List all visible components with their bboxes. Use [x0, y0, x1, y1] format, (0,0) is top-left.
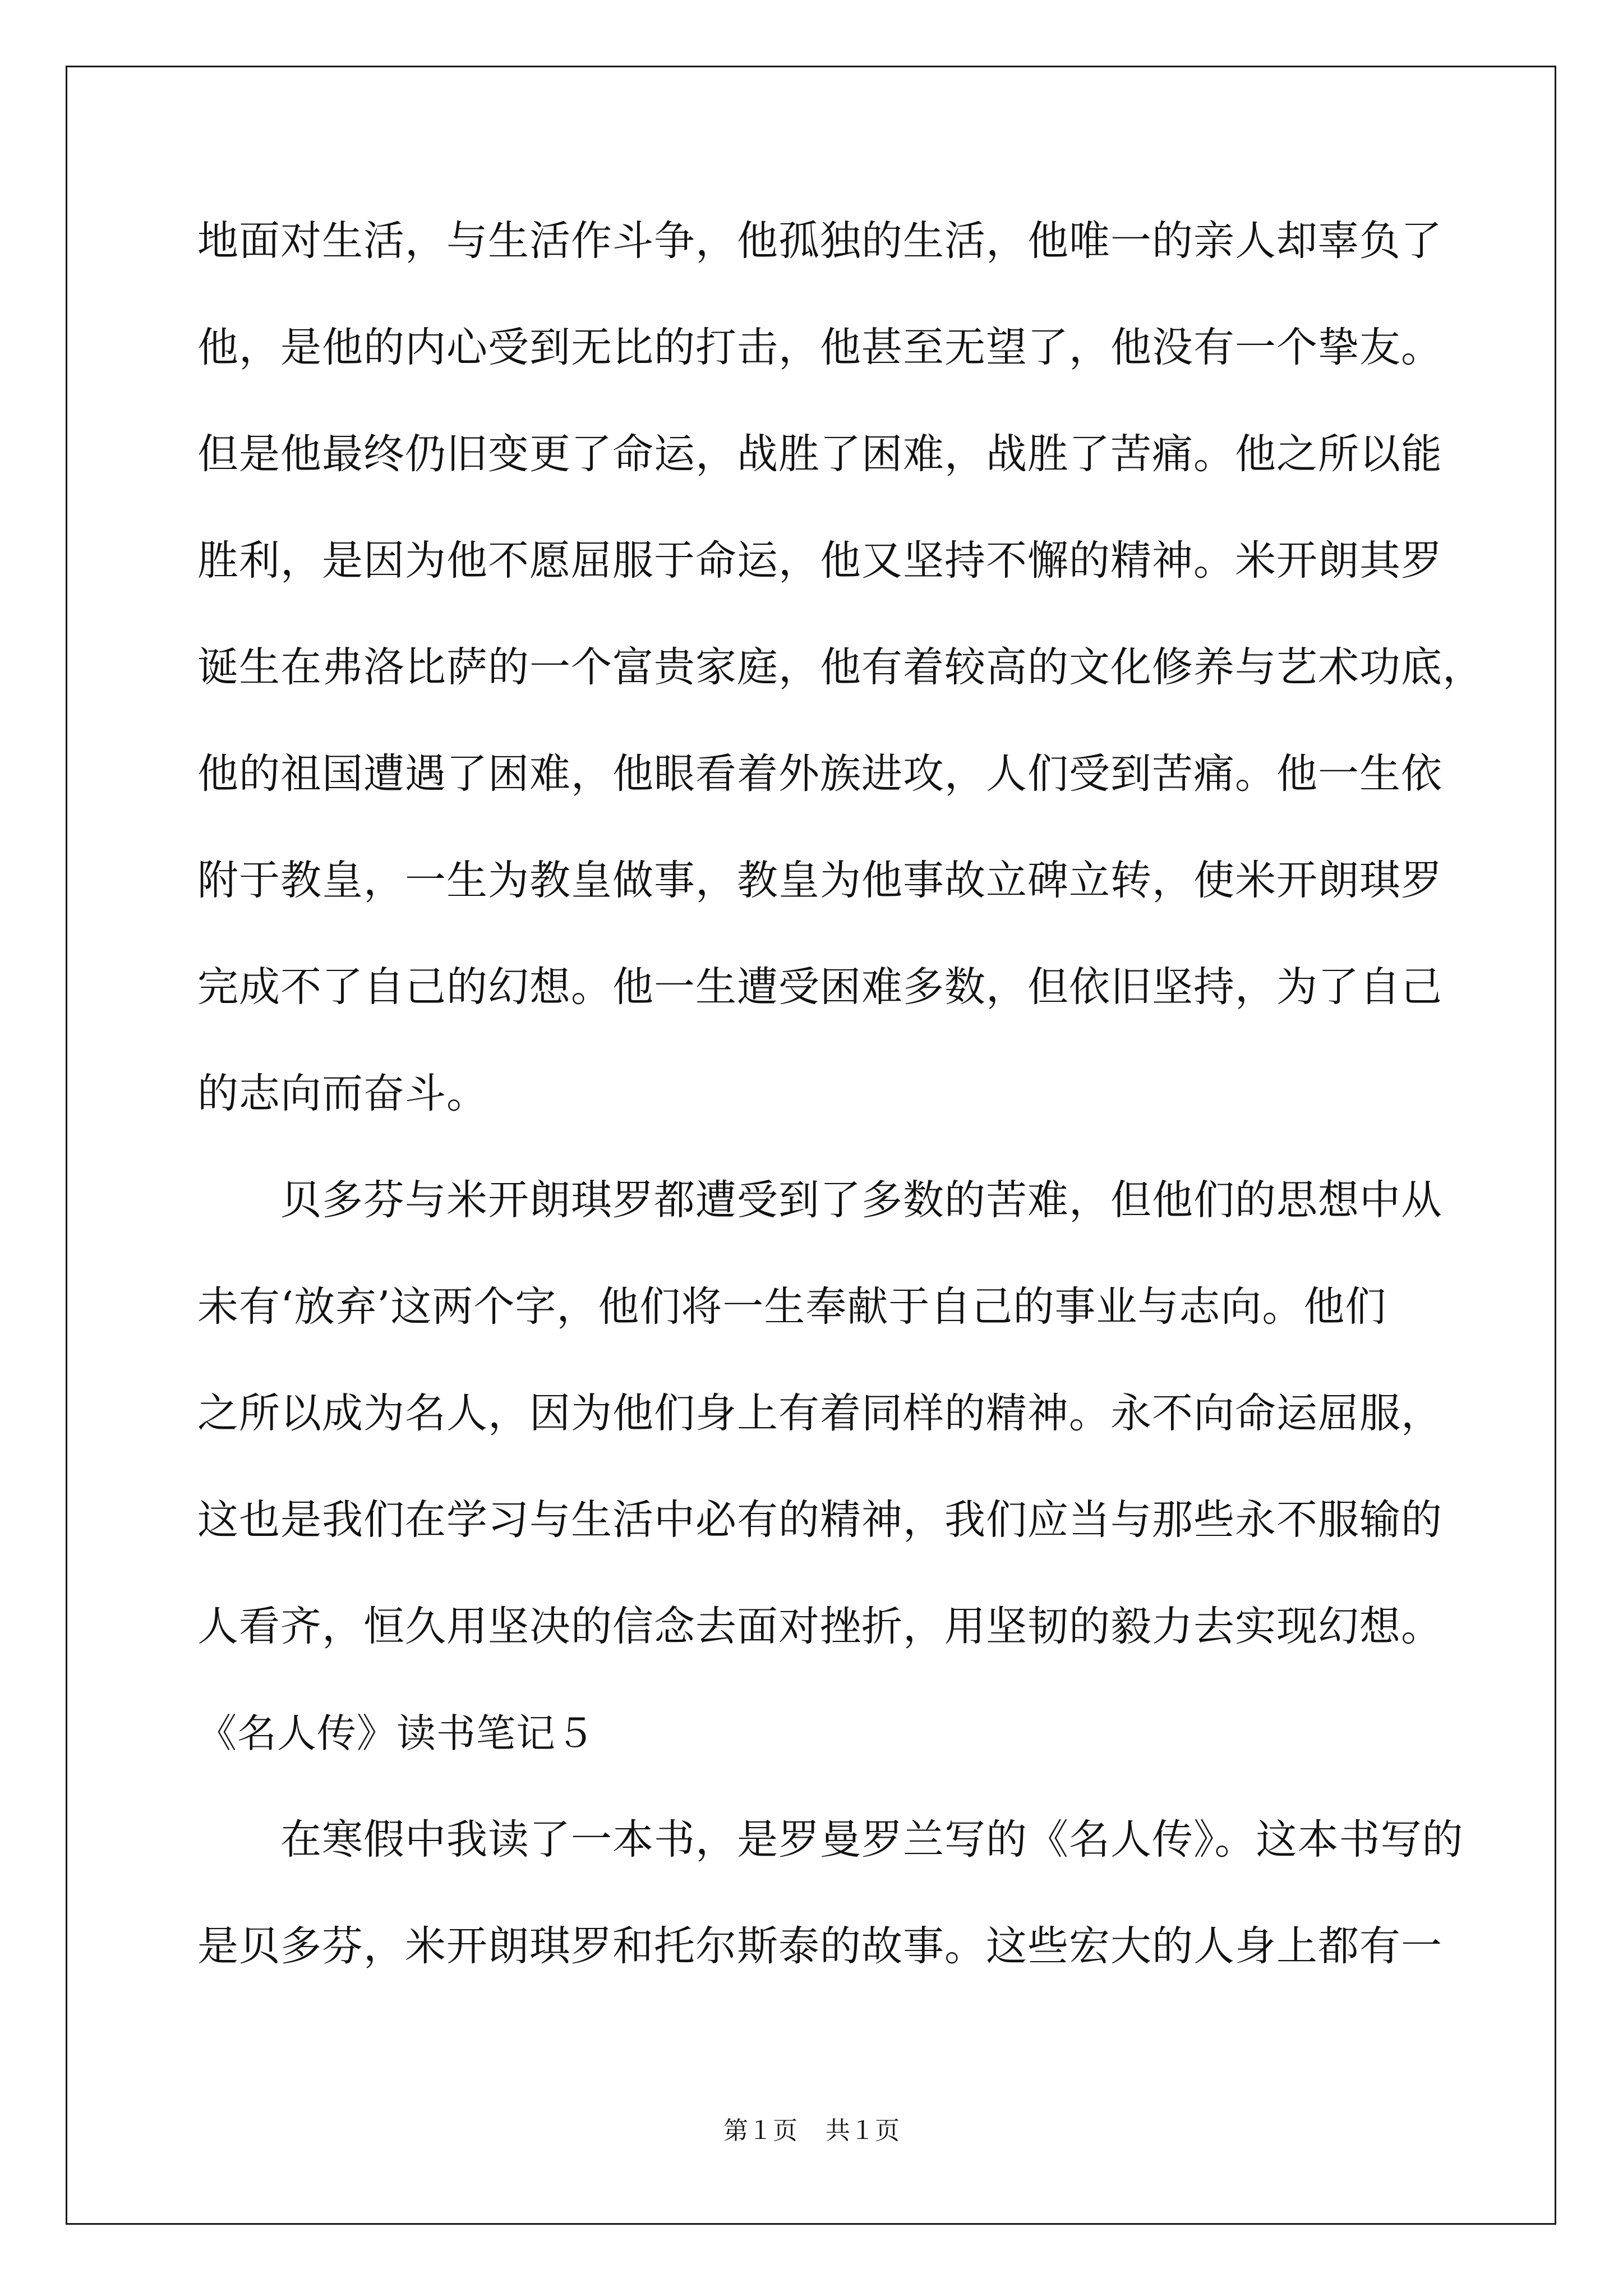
text-line: 他，是他的内心受到无比的打击，他甚至无望了，他没有一个挚友。	[197, 324, 1442, 371]
page-number-current: 第１页	[723, 2116, 797, 2145]
text-line: 附于教皇，一生为教皇做事，教皇为他事故立碑立转，使米开朗琪罗	[197, 857, 1442, 904]
text-line: 的志向而奋斗。	[197, 1070, 488, 1117]
page-number-total: 共１页	[826, 2116, 900, 2145]
text-line: 人看齐，恒久用坚决的信念去面对挫折，用坚韧的毅力去实现幻想。	[197, 1603, 1442, 1650]
page-footer	[0, 2110, 1623, 2146]
text-line: 之所以成为名人，因为他们身上有着同样的精神。永不向命运屈服，	[197, 1389, 1442, 1437]
paragraph-start-line: 贝多芬与米开朗琪罗都遭受到了多数的苦难，但他们的思想中从	[280, 1176, 1442, 1224]
text-line: 是贝多芬，米开朗琪罗和托尔斯泰的故事。这些宏大的人身上都有一	[197, 1922, 1442, 1970]
text-line: 完成不了自己的幻想。他一生遭受困难多数，但依旧坚持，为了自己	[197, 963, 1442, 1011]
text-line: 未有‘放弃’这两个字，他们将一生奉献于自己的事业与志向。他们	[197, 1283, 1387, 1331]
text-line: 地面对生活，与生活作斗争，他孤独的生活，他唯一的亲人却辜负了	[197, 217, 1442, 265]
section-heading: 《名人传》读书笔记５	[197, 1710, 596, 1756]
document-body	[197, 188, 1484, 2000]
text-line: 这也是我们在学习与生活中必有的精神，我们应当与那些永不服输的	[197, 1496, 1442, 1544]
text-line: 他的祖国遭遇了困难，他眼看着外族进攻，人们受到苦痛。他一生依	[197, 750, 1442, 798]
paragraph-start-line: 在寒假中我读了一本书，是罗曼罗兰写的《名人传》。这本书写的	[280, 1816, 1464, 1864]
text-line: 胜利，是因为他不愿屈服于命运，他又坚持不懈的精神。米开朗其罗	[197, 537, 1442, 585]
text-line: 诞生在弗洛比萨的一个富贵家庭，他有着较高的文化修养与艺术功底，	[197, 643, 1484, 691]
text-line: 但是他最终仍旧变更了命运，战胜了困难，战胜了苦痛。他之所以能	[197, 430, 1442, 478]
